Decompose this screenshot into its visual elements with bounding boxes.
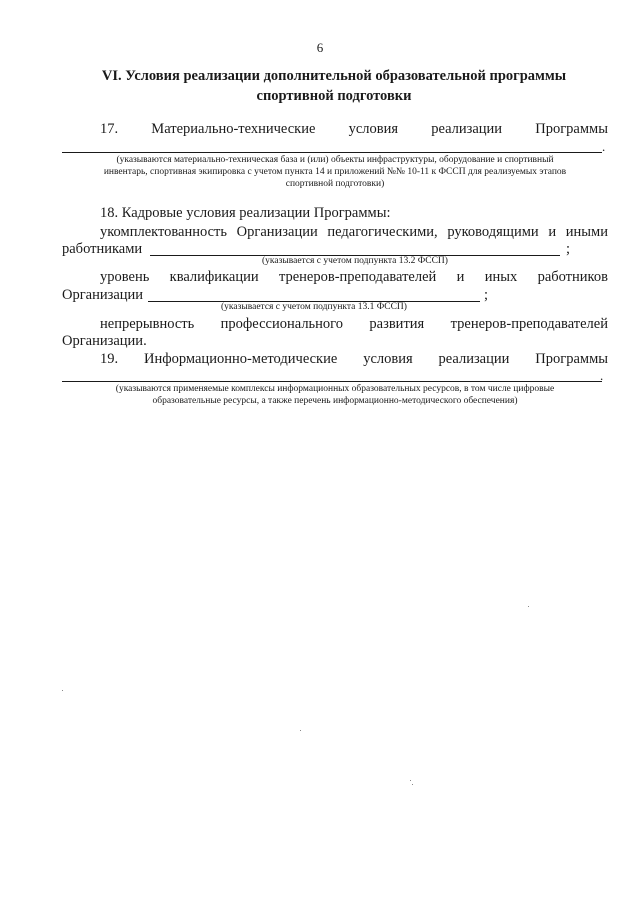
scan-speck (300, 730, 301, 731)
item-18-qualification-cont: Организации (62, 287, 144, 303)
section-title (60, 66, 608, 106)
item-17-word: Материально-технические (151, 121, 316, 137)
qualification-word: квалификации (169, 269, 259, 285)
item-18-staffing-line (100, 223, 608, 241)
qualification-word: иных (484, 269, 518, 285)
item-18-qualification-line (100, 268, 608, 286)
item-19-word: 19. (100, 351, 119, 367)
item-17-note-line-2: инвентарь, спортивная экипировка с учетом пункта 14 и приложений №№ 10-11 к ФССП для реализуемых этапов (103, 167, 567, 177)
item-17-note (62, 154, 608, 190)
staffing-word: руководящими (447, 224, 539, 240)
item-19-end-mark: . (600, 368, 604, 383)
scan-speck (410, 780, 411, 781)
item-19-word: Программы (535, 351, 608, 367)
qualification-word: работников (537, 269, 608, 285)
qualification-word: тренеров-преподавателей (278, 269, 437, 285)
item-17-word: 17. (100, 121, 119, 137)
staffing-word: и (548, 224, 557, 240)
continuity-word: развития (369, 316, 425, 332)
section-title-line-1: VI. Условия реализации дополнительной образовательной программы (101, 68, 567, 84)
staffing-note: (указывается с учетом подпункта 13.2 ФССП) (262, 256, 448, 266)
item-19-note (62, 383, 608, 407)
continuity-word: непрерывность (100, 316, 195, 332)
continuity-word: профессионального (220, 316, 344, 332)
item-17-note-line-3: спортивной подготовки) (285, 179, 385, 189)
item-19-heading (100, 350, 608, 368)
item-18-heading: 18. Кадровые условия реализации Программы: (100, 205, 391, 221)
item-19-note-line-1: (указываются применяемые комплексы информационных образовательных ресурсов, в том числе цифровые (115, 384, 555, 394)
item-18-continuity-cont: Организации. (62, 333, 147, 349)
qualification-end-mark: ; (484, 287, 489, 303)
staffing-word: Организации (236, 224, 318, 240)
staffing-word: иными (565, 224, 608, 240)
item-19-word: Информационно-методические (144, 351, 338, 367)
item-19-fill-line (62, 381, 602, 382)
scan-speck (62, 690, 63, 691)
item-18-continuity-line (100, 315, 608, 333)
section-title-line-2: спортивной подготовки (256, 88, 412, 104)
qualification-word: уровень (100, 269, 150, 285)
qualification-note: (указывается с учетом подпункта 13.1 ФССП) (221, 302, 407, 312)
scan-speck (528, 606, 529, 607)
qualification-word: и (456, 269, 465, 285)
item-19-word: условия (363, 351, 413, 367)
item-17-fill-line (62, 152, 602, 153)
item-17-word: Программы (535, 121, 608, 137)
staffing-word: педагогическими, (327, 224, 438, 240)
continuity-word: тренеров-преподавателей (450, 316, 608, 332)
item-17-word: реализации (431, 121, 503, 137)
scan-speck (412, 784, 413, 785)
page-number: 6 (316, 40, 324, 55)
item-19-word: реализации (438, 351, 510, 367)
item-17-note-line-1: (указываются материально-техническая база и (или) объекты инфраструктуры, оборудование и спортивный (116, 155, 554, 165)
item-18-staffing-cont: работниками (62, 241, 143, 257)
item-17-heading (100, 120, 608, 138)
item-19-note-line-2: образовательные ресурсы, а также перечень информационно-методического обеспечения) (152, 396, 518, 406)
staffing-word: укомплектованность (100, 224, 227, 240)
item-17-end-mark: . (602, 139, 606, 154)
staffing-end-mark: ; (566, 241, 571, 257)
item-17-word: условия (348, 121, 399, 137)
